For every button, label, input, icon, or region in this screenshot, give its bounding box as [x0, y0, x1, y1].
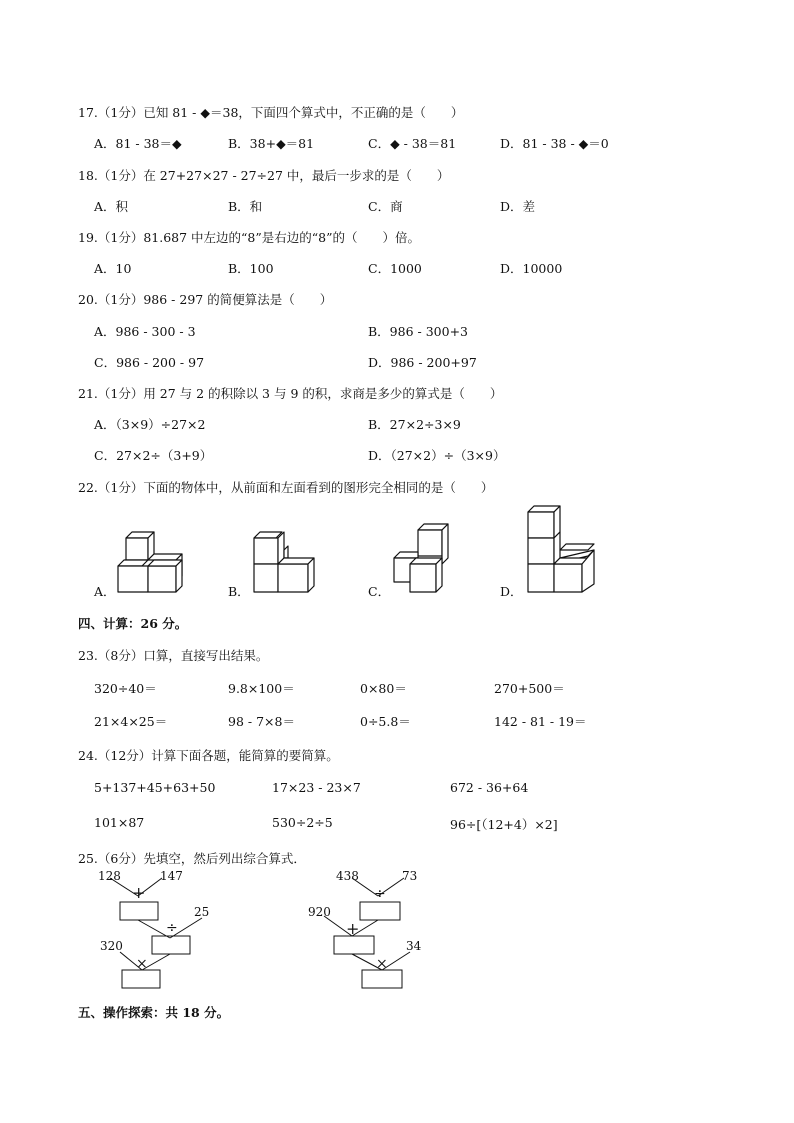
- question-22-stem: 22.（1分）下面的物体中，从前面和左面看到的图形完全相同的是（ ）: [78, 480, 494, 495]
- q22-option-d: D．: [500, 584, 523, 599]
- tree1-num-d: 320: [100, 939, 123, 953]
- q18-option-b: B．和: [228, 199, 263, 214]
- tree2-op-3: ×: [376, 956, 388, 972]
- q19-option-a: A．10: [94, 261, 132, 276]
- tree1-num-a: 128: [98, 869, 121, 883]
- cube-figure-a: [110, 522, 190, 594]
- question-25-stem: 25.（6分）先填空，然后列出综合算式．: [78, 851, 306, 866]
- q17-option-d: D．81 - 38 - ◆＝0: [500, 136, 609, 151]
- q18-option-c: C．商: [368, 199, 403, 214]
- question-19-stem: 19.（1分）81.687 中左边的“8”是右边的“8”的（ ）倍。: [78, 230, 421, 245]
- q24-item-4: 101×87: [94, 815, 145, 830]
- q23-item-6: 98 - 7×8＝: [228, 714, 295, 729]
- q23-item-4: 270+500＝: [494, 681, 565, 696]
- tree2-op-2: +: [346, 919, 360, 938]
- q21-option-d: D．（27×2）÷（3×9）: [368, 448, 506, 463]
- cube-figure-c: [390, 522, 462, 594]
- question-20-stem: 20.（1分）986 - 297 的简便算法是（ ）: [78, 292, 333, 307]
- q18-option-a: A．积: [94, 199, 129, 214]
- q22-option-b: B．: [228, 584, 250, 599]
- q24-item-5: 530÷2÷5: [272, 815, 333, 830]
- question-17-stem: 17.（1分）已知 81 - ◆＝38，下面四个算式中，不正确的是（ ）: [78, 105, 464, 120]
- question-23-stem: 23.（8分）口算，直接写出结果。: [78, 648, 269, 663]
- tree1-num-c: 25: [194, 905, 210, 919]
- q21-option-c: C．27×2÷（3+9）: [94, 448, 213, 463]
- q24-item-2: 17×23 - 23×7: [272, 780, 361, 795]
- q17-option-c: C．◆ - 38＝81: [368, 136, 457, 151]
- q23-item-1: 320÷40＝: [94, 681, 157, 696]
- q17-option-b: B．38+◆＝81: [228, 136, 315, 151]
- tree1-op-1: +: [132, 883, 146, 902]
- cube-figure-d: [522, 504, 602, 596]
- q19-option-d: D．10000: [500, 261, 563, 276]
- section-4-heading: 四、计算：26 分。: [78, 616, 188, 631]
- q22-option-c: C．: [368, 584, 391, 599]
- tree2-num-b: 73: [402, 869, 418, 883]
- q19-option-c: C．1000: [368, 261, 422, 276]
- q23-item-2: 9.8×100＝: [228, 681, 295, 696]
- q23-item-7: 0÷5.8＝: [360, 714, 411, 729]
- section-5-heading: 五、操作探索：共 18 分。: [78, 1005, 230, 1020]
- q20-option-b: B．986 - 300+3: [368, 324, 469, 339]
- q20-option-a: A．986 - 300 - 3: [94, 324, 196, 339]
- tree1-num-b: 147: [160, 869, 183, 883]
- q18-option-d: D．差: [500, 199, 536, 214]
- calc-tree-1: [90, 866, 240, 996]
- tree2-num-a: 438: [336, 869, 359, 883]
- q23-item-8: 142 - 81 - 19＝: [494, 714, 587, 729]
- q20-option-c: C．986 - 200 - 97: [94, 355, 205, 370]
- q21-option-b: B．27×2÷3×9: [368, 417, 461, 432]
- q23-item-3: 0×80＝: [360, 681, 407, 696]
- q21-option-a: A．（3×9）÷27×2: [94, 417, 206, 432]
- q23-item-5: 21×4×25＝: [94, 714, 168, 729]
- tree2-op-1: ÷: [374, 886, 386, 902]
- question-21-stem: 21.（1分）用 27 与 2 的积除以 3 与 9 的积，求商是多少的算式是（ ）: [78, 386, 503, 401]
- q19-option-b: B．100: [228, 261, 274, 276]
- question-18-stem: 18.（1分）在 27+27×27 - 27÷27 中，最后一步求的是（ ）: [78, 168, 450, 183]
- question-24-stem: 24.（12分）计算下面各题，能简算的要简算。: [78, 748, 339, 763]
- q24-item-3: 672 - 36+64: [450, 780, 529, 795]
- calc-tree-2: [300, 866, 450, 996]
- q24-item-6: 96÷[（12+4）×2]: [450, 817, 558, 832]
- q17-option-a: A．81 - 38＝◆: [94, 136, 182, 151]
- q24-item-1: 5+137+45+63+50: [94, 780, 216, 795]
- tree2-num-d: 34: [406, 939, 422, 953]
- tree2-num-c: 920: [308, 905, 331, 919]
- cube-figure-b: [248, 530, 320, 596]
- tree1-op-3: ×: [136, 956, 148, 972]
- tree1-op-2: ÷: [166, 920, 178, 936]
- q22-option-a: A．: [94, 584, 116, 599]
- q20-option-d: D．986 - 200+97: [368, 355, 477, 370]
